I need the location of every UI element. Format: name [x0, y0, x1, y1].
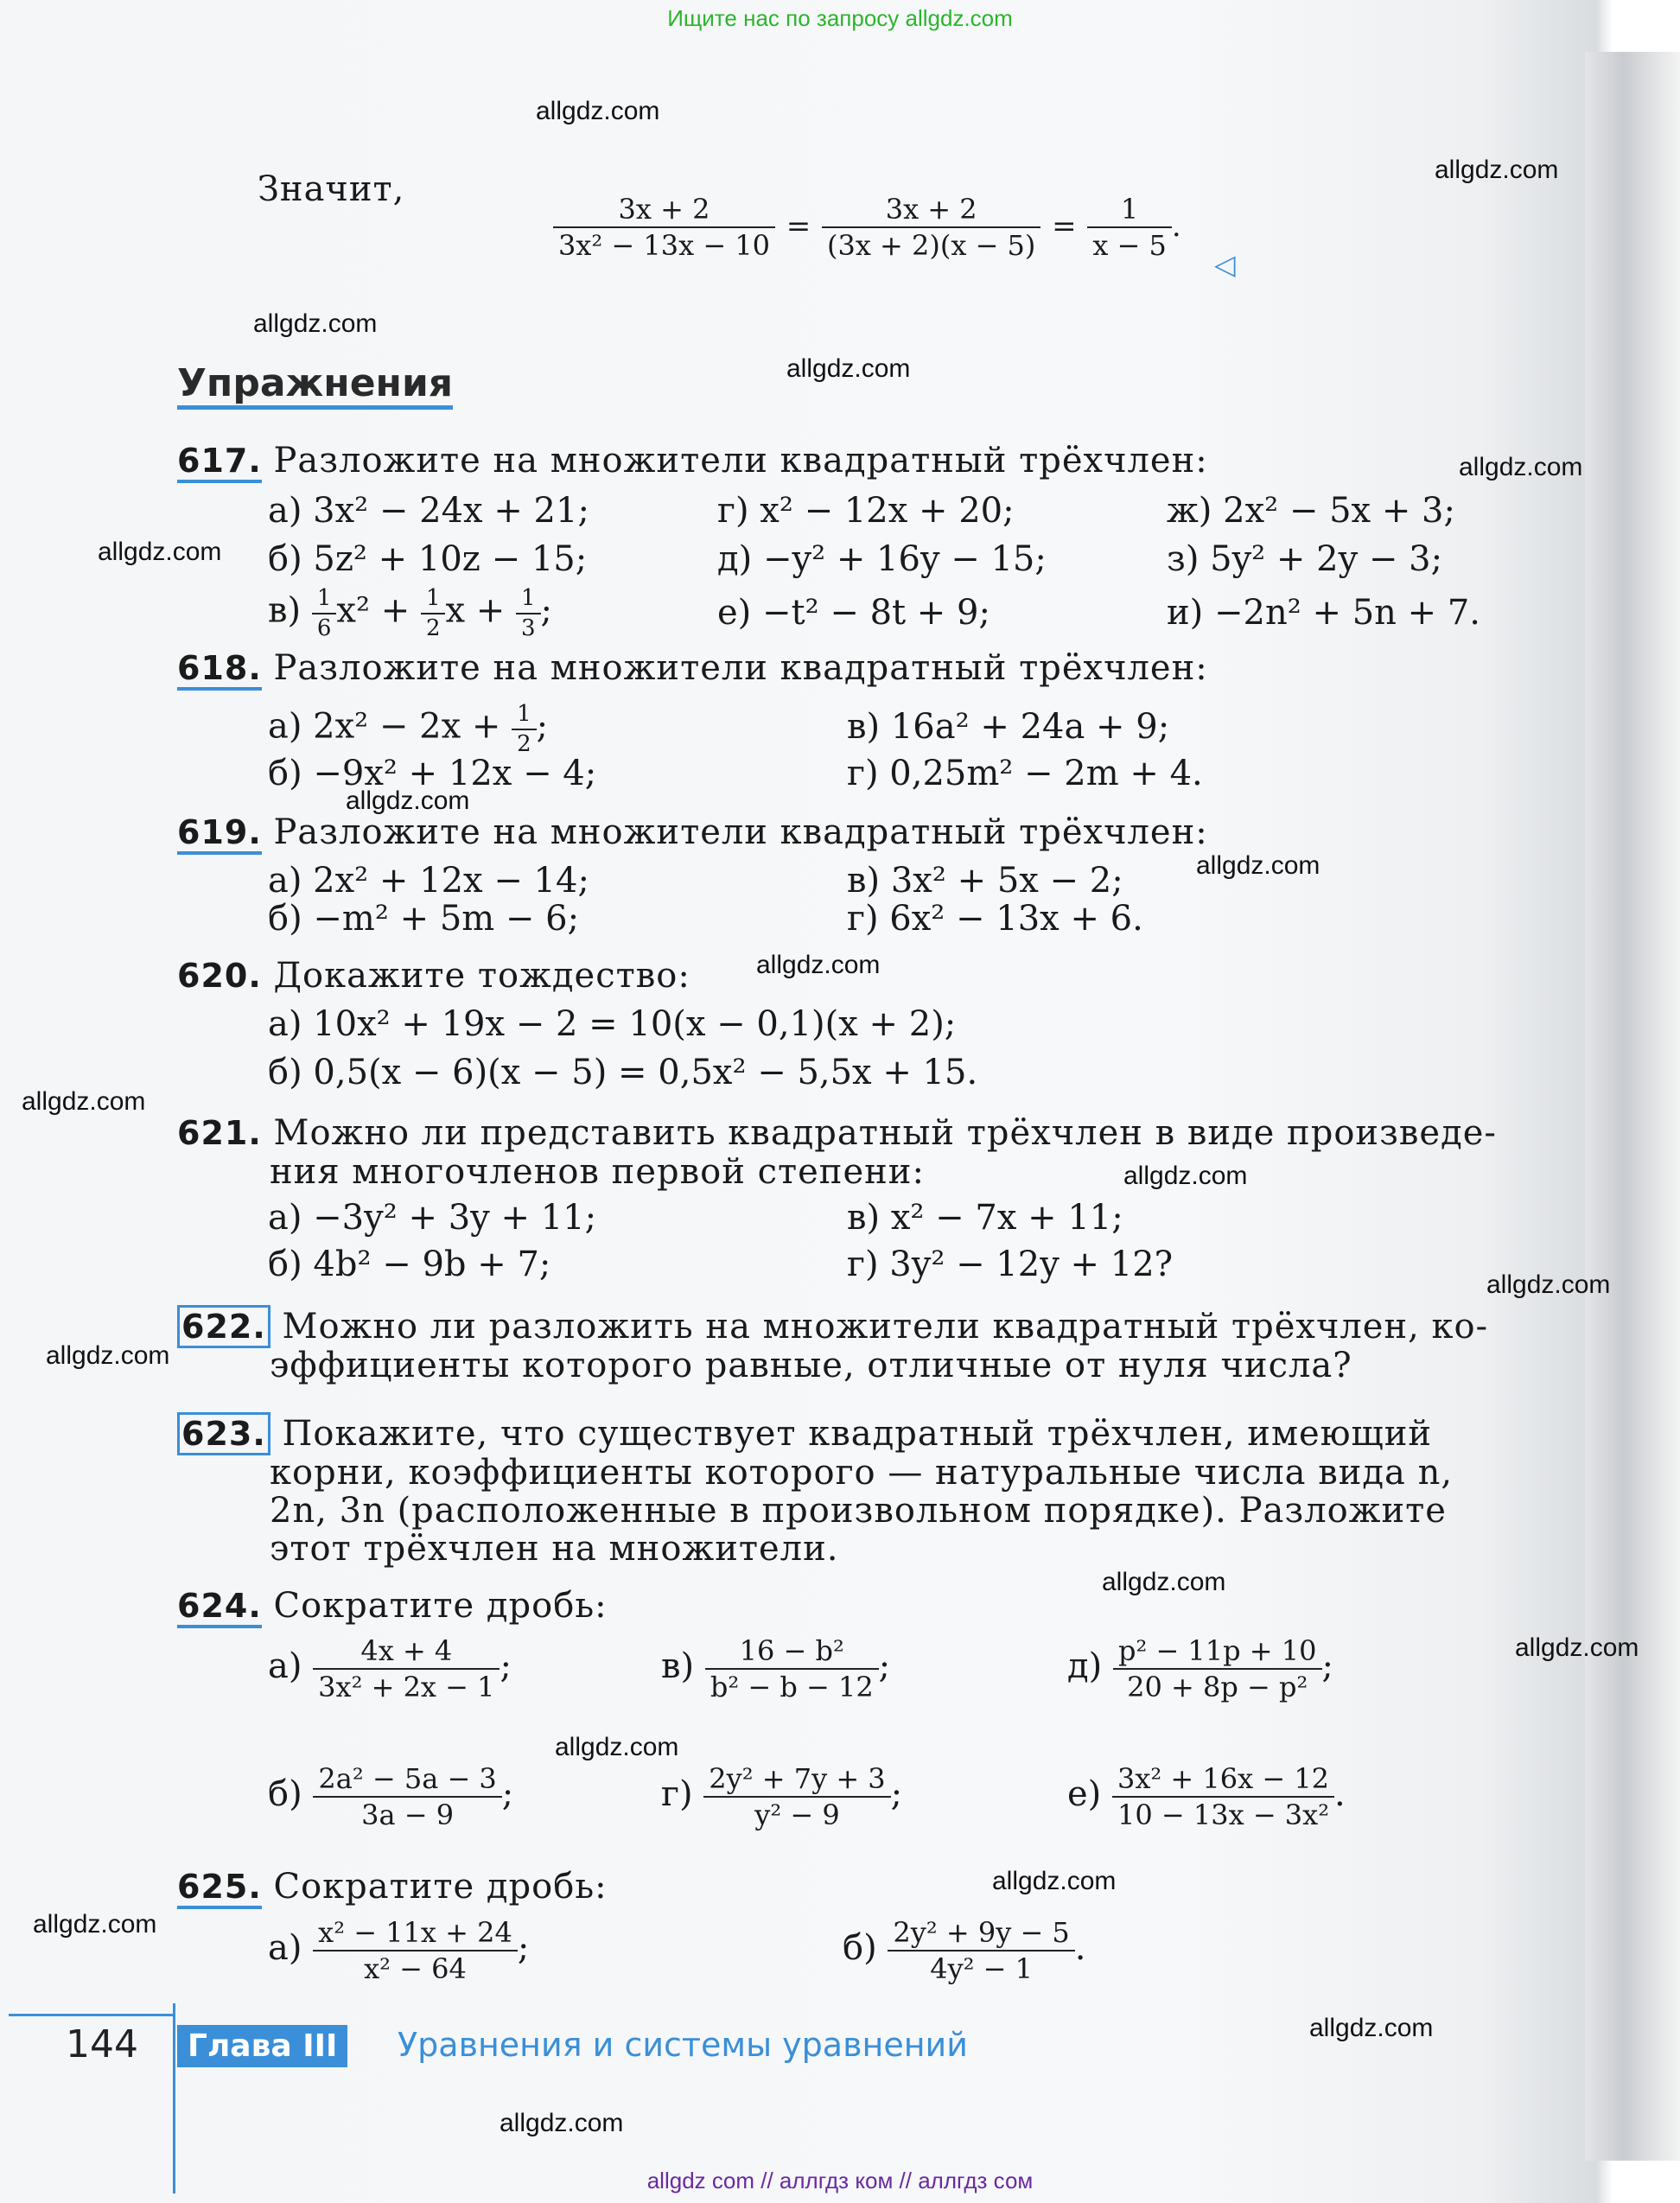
item-b: б) $\frac{\text{2a² − 5a − 3}}{3a - 9}$ ; [268, 1762, 514, 1831]
watermark: allgdz.com [1123, 1162, 1248, 1190]
item-b: б) $\frac{\text{2y² + 9y − 5}}{\text{4y² − 1}}$ . [843, 1916, 1086, 1985]
watermark: allgdz.com [1435, 156, 1559, 184]
fraction: $\frac{3x + 2}{\text{3x² − 13x − 10}}$ [553, 192, 775, 263]
watermark: allgdz.com [555, 1733, 679, 1761]
fraction: $\frac{1}{x - 5}$ [1087, 192, 1172, 263]
exercise-622-line2: эффициенты которого равные, отличные от нуля числа? [270, 1346, 1352, 1385]
item-v: в) $\frac{1}{6}$ x² + $\frac{1}{2}$ x + $\frac{1}{3}$ ; [268, 585, 553, 641]
item-a: а) 10x² + 19x − 2 = 10(x − 0,1)(x + 2); [268, 1004, 957, 1044]
item-e: е) $\frac{\text{3x² + 16x − 12}}{\text{10 − 13x − 3x²}}$ . [1067, 1762, 1346, 1831]
footer-divider [173, 2003, 175, 2193]
fraction: $\frac{3x + 2}{(3x + 2)(x - 5)}$ [822, 192, 1040, 263]
item-v: в) 3x² + 5x − 2; [847, 861, 1123, 901]
item-a: а) $\frac{\text{x² − 11x + 24}}{\text{x² − 64}}$ ; [268, 1916, 530, 1985]
item-e: е) −t² − 8t + 9; [717, 593, 990, 633]
end-proof-icon: ◁ [1214, 248, 1236, 281]
exercise-618: 618. Разложите на множители квадратный трёхчлен: [177, 648, 1208, 688]
item-a: а) 2x² − 2x + $\frac{1}{2}$ ; [268, 701, 549, 757]
item-v: в) $\frac{\text{16 − b²}}{\text{b² − b − 12}}$ ; [661, 1634, 891, 1703]
watermark: allgdz.com [98, 538, 222, 566]
watermark: allgdz.com [500, 2109, 624, 2137]
item-v: в) 16a² + 24a + 9; [847, 707, 1170, 747]
book-spine-shadow [1585, 52, 1680, 2161]
exercise-619: 619. Разложите на множители квадратный трёхчлен: [177, 812, 1208, 852]
exercise-624: 624. Сократите дробь: [177, 1586, 608, 1626]
item-a: а) 2x² + 12x − 14; [268, 861, 589, 901]
item-d: д) $\frac{\text{p² − 11p + 10}}{\text{20 + 8p − p²}}$ ; [1067, 1634, 1333, 1703]
chapter-title: Уравнения и системы уравнений [398, 2026, 968, 2064]
item-i: и) −2n² + 5n + 7. [1167, 593, 1481, 633]
item-b: б) −m² + 5m − 6; [268, 899, 580, 939]
watermark: allgdz.com [253, 309, 378, 338]
watermark: allgdz.com [1486, 1270, 1611, 1299]
watermark: allgdz.com [1515, 1633, 1639, 1662]
page-number: 144 [66, 2022, 138, 2066]
watermark: allgdz.com [992, 1867, 1117, 1895]
watermark: allgdz.com [33, 1910, 157, 1939]
exercise-623-line3: 2n, 3n (расположенные в произвольном порядке). Разложите [270, 1491, 1447, 1531]
item-a: а) −3y² + 3y + 11; [268, 1198, 597, 1238]
watermark: allgdz.com [1459, 453, 1583, 481]
section-title: Упражнения [177, 361, 453, 410]
item-b: б) 4b² − 9b + 7; [268, 1245, 551, 1284]
exercise-621-line2: ния многочленов первой степени: [270, 1152, 925, 1192]
exercise-625: 625. Сократите дробь: [177, 1867, 608, 1907]
item-g: г) 6x² − 13x + 6. [847, 899, 1143, 939]
exercise-623-line4: этот трёхчлен на множители. [270, 1529, 839, 1569]
item-a: а) 3x² − 24x + 21; [268, 491, 589, 531]
watermark: allgdz.com [756, 951, 881, 979]
exercise-623-line2: корни, коэффициенты которого — натуральные числа вида n, [270, 1453, 1454, 1493]
item-b: б) 5z² + 10z − 15; [268, 539, 588, 579]
footer-rule [9, 2014, 173, 2016]
intro-label: Значит, [258, 169, 405, 209]
item-b: б) 0,5(x − 6)(x − 5) = 0,5x² − 5,5x + 15. [268, 1053, 978, 1092]
item-g: г) 3y² − 12y + 12? [847, 1245, 1174, 1284]
watermark: allgdz.com [786, 354, 911, 383]
item-a: а) $\frac{4x + 4}{\text{3x² + 2x − 1}}$ ; [268, 1634, 512, 1703]
item-g: г) $\frac{\text{2y² + 7y + 3}}{\text{y² − 9}}$ ; [661, 1762, 903, 1831]
watermark: allgdz.com [1309, 2014, 1434, 2042]
item-g: г) 0,25m² − 2m + 4. [847, 754, 1203, 793]
exercise-620: 620. Докажите тождество: [177, 956, 690, 996]
item-v: в) x² − 7x + 11; [847, 1198, 1123, 1238]
top-banner[interactable]: Ищите нас по запросу allgdz.com [667, 5, 1013, 31]
intro-equation: $\frac{3x + 2}{\text{3x² − 13x − 10}}$ = $\frac{3x + 2}{(3x + 2)(x - 5)}$ = $\frac{1}{x - 5}$ . [553, 192, 1181, 263]
exercise-621: 621. Можно ли представить квадратный трёхчлен в виде произведе- [177, 1113, 1497, 1153]
exercise-622: 622. Можно ли разложить на множители квадратный трёхчлен, ко- [177, 1307, 1488, 1347]
item-b: б) −9x² + 12x − 4; [268, 754, 597, 793]
item-zh: ж) 2x² − 5x + 3; [1167, 491, 1455, 531]
chapter-tag: Глава III [177, 2025, 347, 2067]
watermark: allgdz.com [1102, 1568, 1226, 1596]
exercise-617: 617. Разложите на множители квадратный трёхчлен: [177, 441, 1208, 481]
item-g: г) x² − 12x + 20; [717, 491, 1015, 531]
bottom-banner[interactable]: allgdz com // аллгдз ком // аллгдз сом [646, 2168, 1034, 2193]
watermark: allgdz.com [1196, 851, 1320, 880]
item-z: з) 5y² + 2y − 3; [1167, 539, 1443, 579]
item-d: д) −y² + 16y − 15; [717, 539, 1047, 579]
watermark: allgdz.com [22, 1087, 146, 1116]
watermark: allgdz.com [536, 97, 660, 125]
watermark: allgdz.com [346, 786, 470, 815]
watermark: allgdz.com [46, 1341, 170, 1370]
exercise-623: 623. Покажите, что существует квадратный трёхчлен, имеющий [177, 1414, 1432, 1454]
